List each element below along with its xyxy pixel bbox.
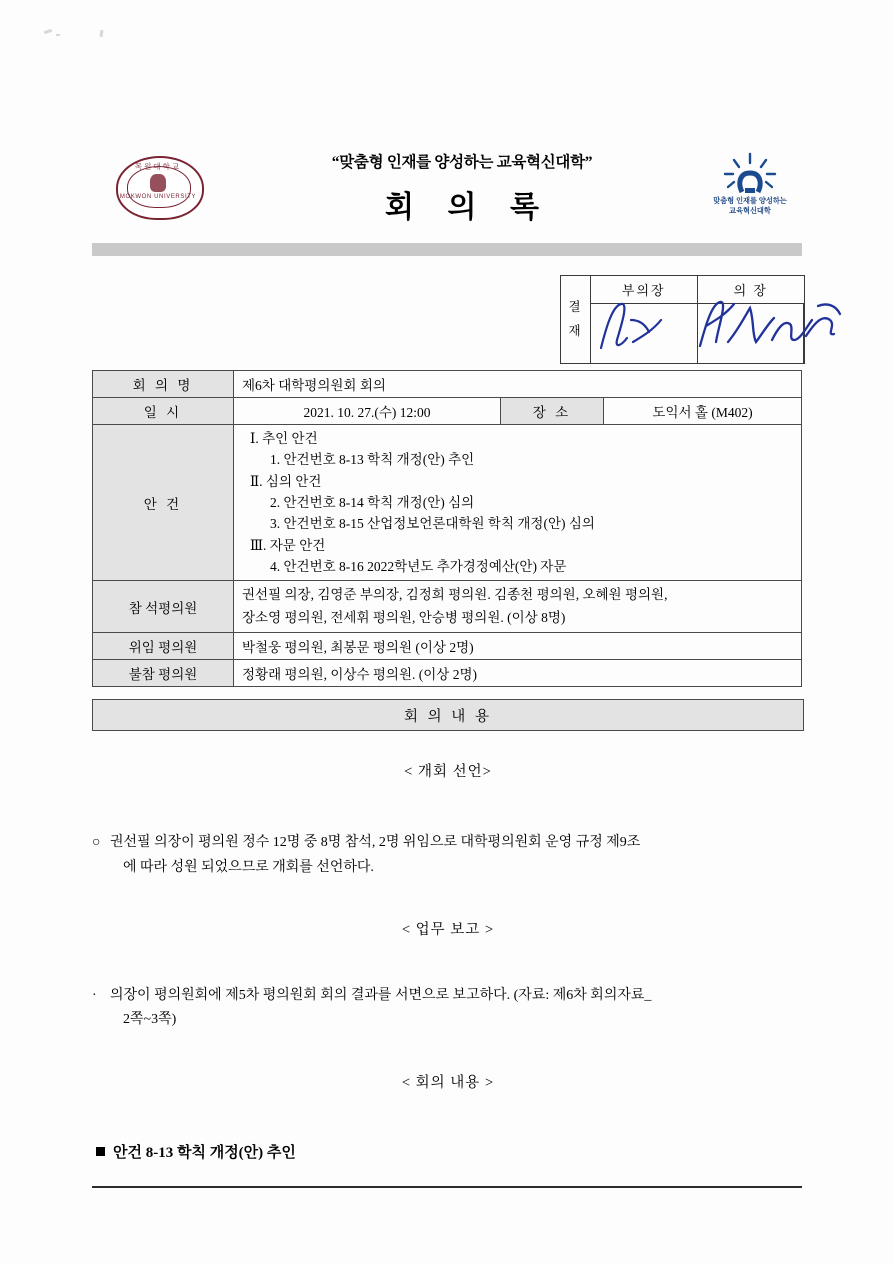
meeting-name-label: 회 의 명 (93, 371, 234, 398)
meeting-body (92, 748, 804, 1166)
absent-value: 정황래 평의원, 이상수 평의원. (이상 2명) (234, 659, 802, 686)
section-heading-report: < 업무 보고 > (401, 922, 495, 939)
datetime-label: 일 시 (93, 398, 234, 425)
table-row (93, 398, 802, 425)
place-label: 장 소 (501, 398, 604, 425)
square-bullet-icon (96, 1147, 105, 1156)
report-paragraph (92, 984, 804, 1033)
report-paragraph-line2: 2쪽~3쪽) (123, 1012, 177, 1028)
emblem-top-text: 목원대학교 (134, 162, 182, 171)
agenda-item: 4. 안건번호 8-16 2022학년도 추가경정예산(안) 자문 (270, 558, 567, 574)
agenda-label: 안 건 (93, 425, 234, 581)
table-row (93, 581, 802, 633)
approval-signature-vice-chair (591, 304, 698, 363)
agenda-item: 2. 안건번호 8-14 학칙 개정(안) 심의 (270, 494, 475, 510)
agenda-item: 1. 안건번호 8-13 학칙 개정(안) 추인 (270, 452, 475, 468)
approval-side-char-1: 결 (568, 299, 583, 314)
meeting-info-table (92, 370, 802, 687)
table-row (93, 632, 802, 659)
approval-signature-chair (698, 304, 805, 363)
approval-box (560, 275, 805, 364)
report-paragraph-line1: 의장이 평의원회에 제5차 평의원회 회의 결과를 서면으로 보고하다. (자료: 제6차 회의자료_ (110, 987, 652, 1003)
delegated-value: 박철웅 평의원, 최봉문 평의원 (이상 2명) (234, 632, 802, 659)
brand-logo-line1: 맞춤형 인재를 양성하는 (713, 196, 787, 205)
opening-paragraph-line2: 에 따라 성원 되었으므로 개회를 선언하다. (123, 859, 374, 875)
absent-label: 불참 평의원 (93, 659, 234, 686)
section-heading-opening: < 개회 선언> (404, 764, 492, 780)
page-title: 회 의 록 (385, 191, 552, 224)
place-value: 도익서 홀 (M402) (604, 398, 802, 425)
agenda-item: 3. 안건번호 8-15 산업정보언론대학원 학칙 개정(안) 심의 (270, 516, 595, 532)
agenda-item: Ⅰ. 추인 안건 (250, 431, 318, 446)
emblem-bottom-text: MOKWON UNIVERSITY (119, 194, 197, 200)
document-slogan: “맞춤형 인재를 양성하는 교육혁신대학” (331, 154, 593, 171)
table-row (93, 425, 802, 581)
scan-artifact-icon (56, 34, 60, 36)
attendees-label: 참 석평의원 (93, 581, 234, 633)
attendees-value (234, 581, 802, 633)
brand-logo-line2: 교육혁신대학 (729, 205, 771, 215)
attendees-line: 장소영 평의원, 전세휘 평의원, 안승병 평의원. (이상 8명) (242, 609, 566, 625)
agenda-heading-text: 안건 8-13 학칙 개정(안) 추인 (113, 1145, 296, 1162)
approval-title-vice-chair: 부의장 (591, 276, 698, 304)
opening-paragraph-line1: 권선필 의장이 평의원 정수 12명 중 8명 참석, 2명 위임으로 대학평의원회 운영 규정 제9조 (110, 835, 641, 851)
document-header (92, 150, 802, 232)
attendees-line: 권선필 의장, 김영준 부의장, 김정희 평의원. 김종천 평의원, 오혜원 평의원, (242, 587, 668, 603)
datetime-value: 2021. 10. 27.(수) 12:00 (234, 398, 501, 425)
approval-title-chair: 의 장 (698, 276, 805, 304)
university-emblem-icon (110, 154, 206, 220)
table-row (93, 659, 802, 686)
section-heading-contents: < 회의 내용 > (401, 1074, 495, 1091)
contents-band-title: 회 의 내 용 (92, 699, 804, 731)
scan-artifact-icon (100, 30, 104, 37)
scan-artifact-icon (44, 29, 53, 34)
table-row (93, 371, 802, 398)
agenda-item: Ⅱ. 심의 안건 (250, 473, 322, 489)
approval-side-char-2: 재 (568, 323, 583, 338)
agenda-heading-8-13 (92, 1140, 804, 1166)
footer-divider (92, 1186, 802, 1188)
paragraph-bullet: ○ (92, 835, 101, 851)
header-divider-band (92, 243, 802, 256)
delegated-label: 위임 평의원 (93, 632, 234, 659)
paragraph-bullet: · (92, 987, 97, 1003)
meeting-name-value: 제6차 대학평의원회 회의 (234, 371, 802, 398)
brand-logo-mark-icon (698, 152, 802, 196)
agenda-item: Ⅲ. 자문 안건 (250, 537, 326, 553)
agenda-list (234, 425, 802, 581)
opening-paragraph (92, 831, 804, 880)
brand-logo (698, 152, 802, 226)
